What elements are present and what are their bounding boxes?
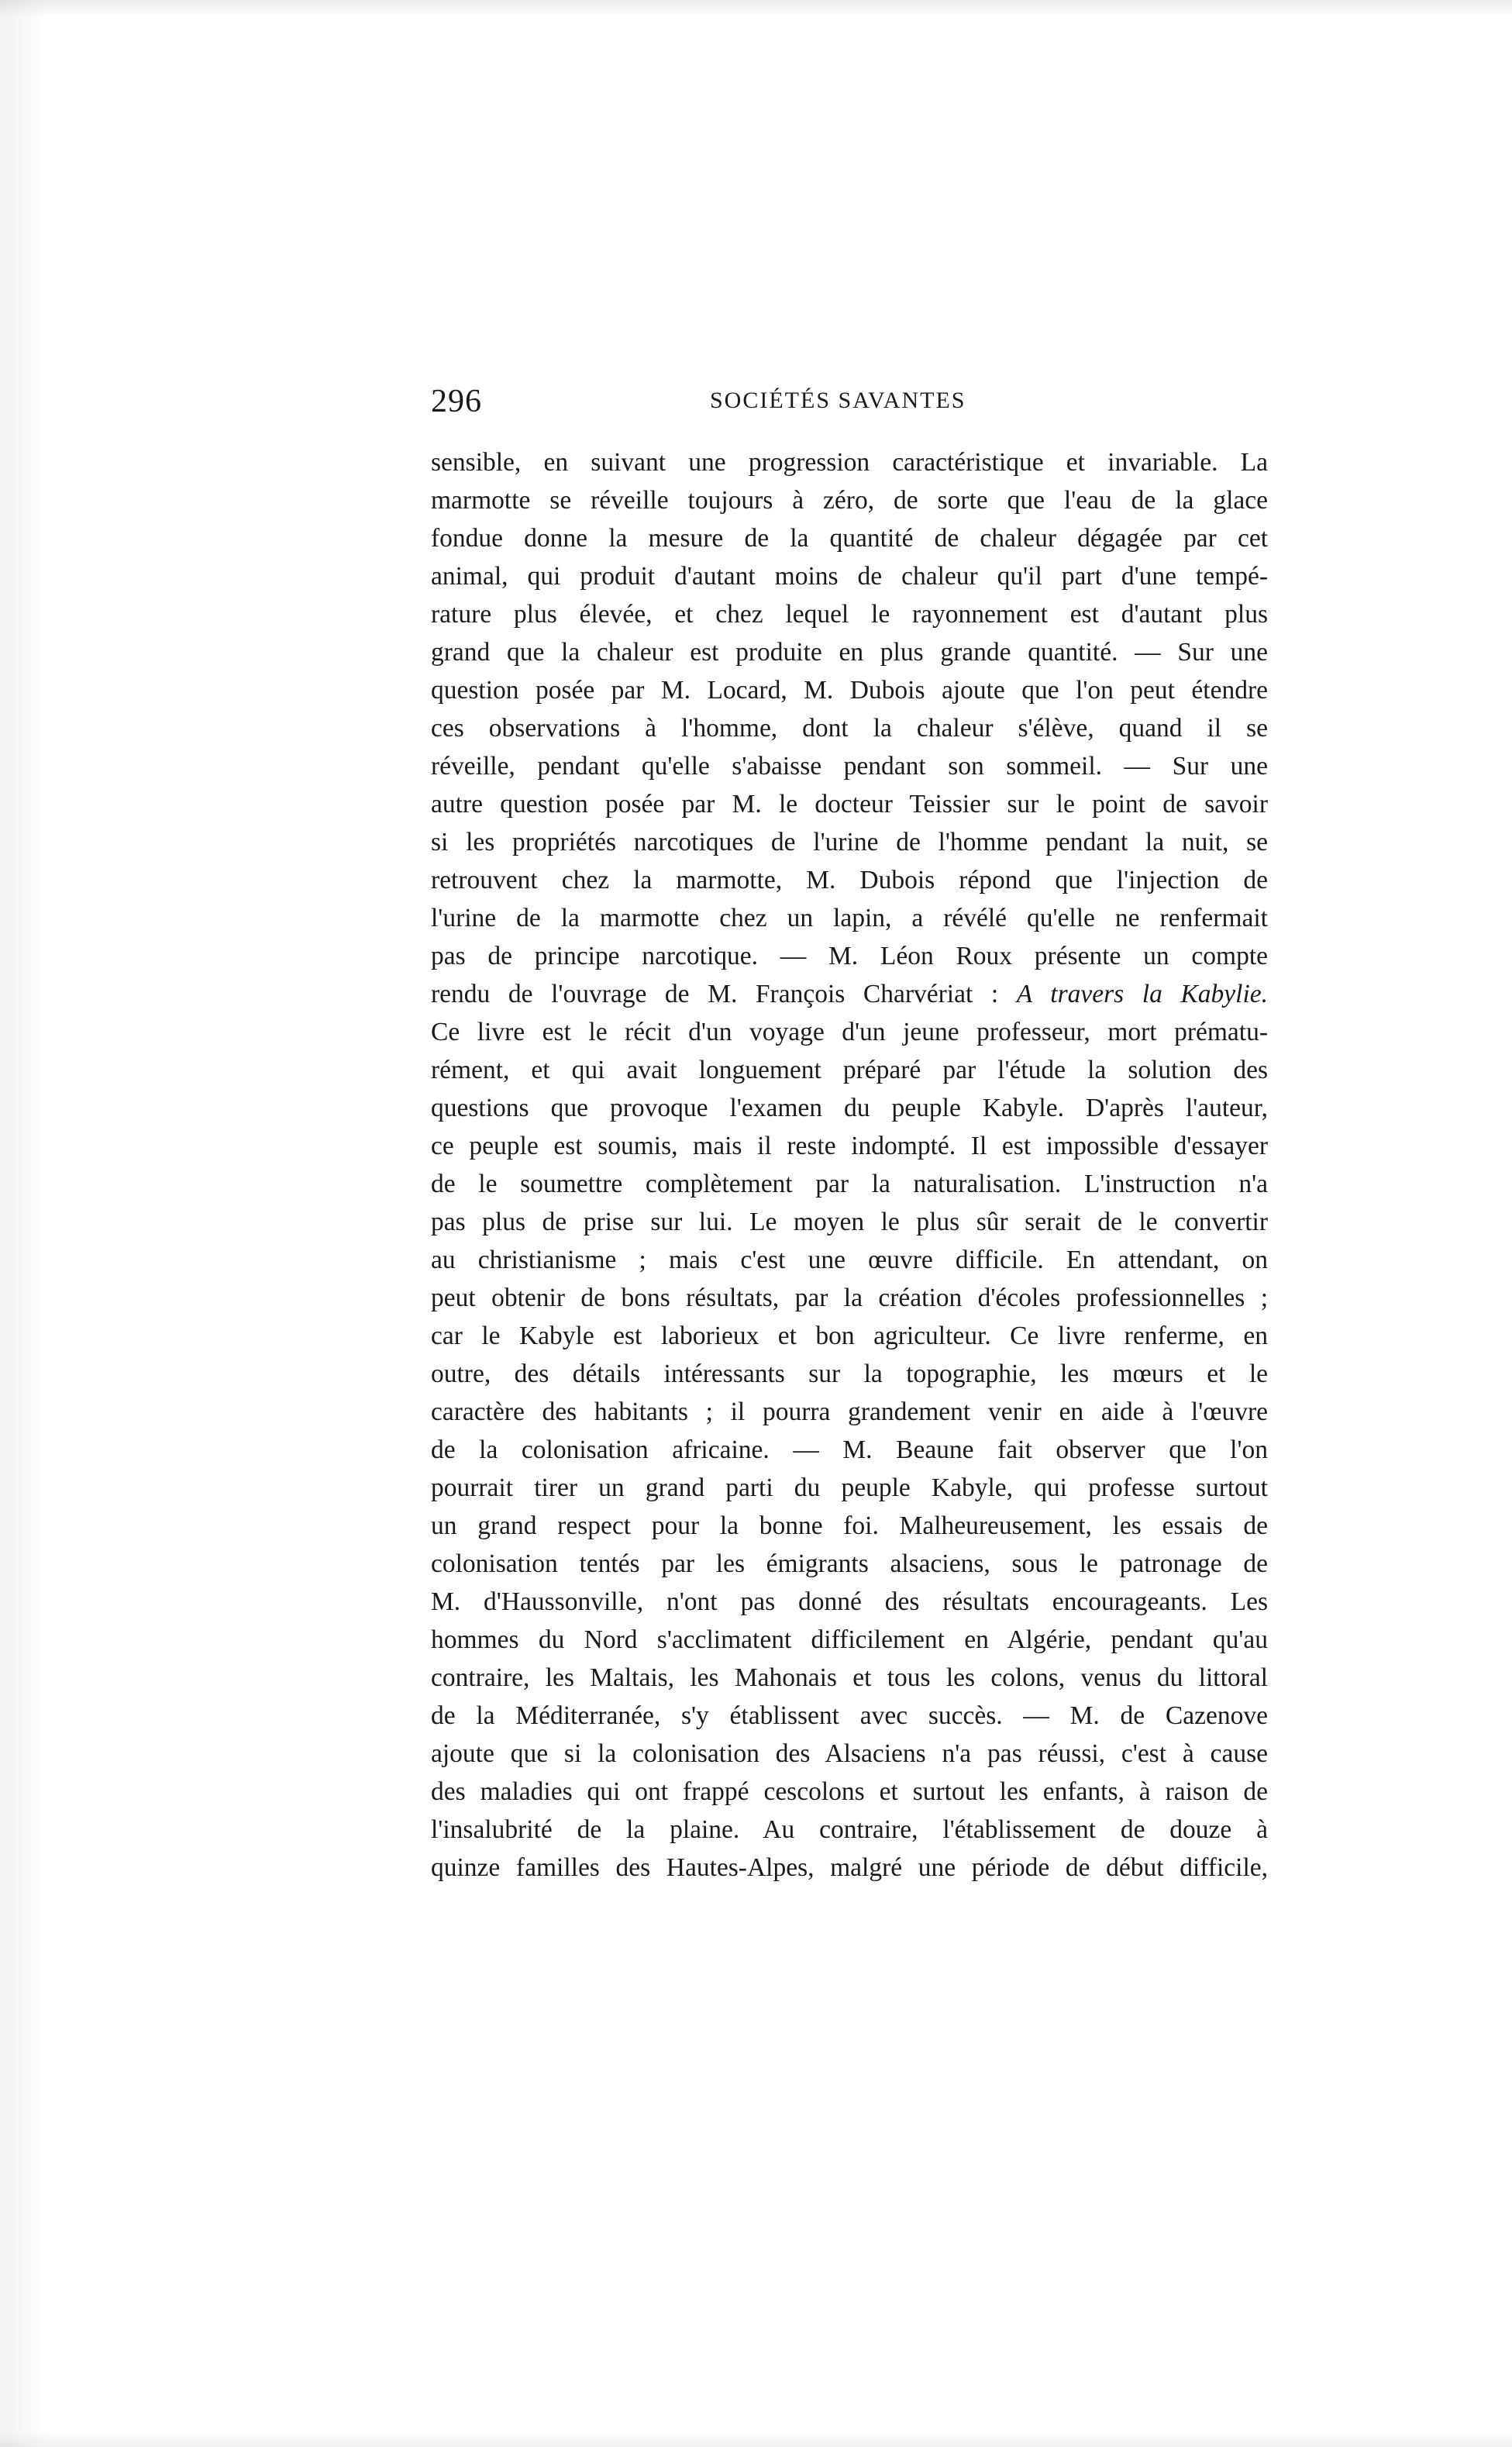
text-line: outre, des détails intéressants sur la topographie, les mœurs et le xyxy=(431,1360,1268,1388)
text-line-with-title xyxy=(431,975,1268,1013)
running-head: SOCIÉTÉS SAVANTES xyxy=(710,388,966,413)
text-line: l'urine de la marmotte chez un lapin, a révélé qu'elle ne renfermait xyxy=(431,904,1268,932)
text-line: réveille, pendant qu'elle s'abaisse pendant son sommeil. — Sur une xyxy=(431,752,1268,781)
text-line: ces observations à l'homme, dont la chaleur s'élève, quand il se xyxy=(431,714,1268,743)
text-line: contraire, les Maltais, les Mahonais et tous les colons, venus du littoral xyxy=(431,1663,1268,1692)
text-line: pas de principe narcotique. — M. Léon Roux présente un compte xyxy=(431,942,1268,970)
text-line: question posée par M. Locard, M. Dubois ajoute que l'on peut étendre xyxy=(431,676,1268,705)
text-line: questions que provoque l'examen du peuple Kabyle. D'après l'auteur, xyxy=(431,1094,1268,1122)
text-line: peut obtenir de bons résultats, par la création d'écoles professionnelles ; xyxy=(431,1284,1268,1312)
text-line: sensible, en suivant une progression caractéristique et invariable. La xyxy=(431,448,1268,477)
text-line: caractère des habitants ; il pourra grandement venir en aide à l'œuvre xyxy=(431,1398,1268,1426)
text-line: marmotte se réveille toujours à zéro, de sorte que l'eau de la glace xyxy=(431,486,1268,515)
text-line: quinze familles des Hautes-Alpes, malgré une période de début difficile, xyxy=(431,1853,1268,1882)
text-line: car le Kabyle est laborieux et bon agriculteur. Ce livre renferme, en xyxy=(431,1322,1268,1350)
text-line: ce peuple est soumis, mais il reste indompté. Il est impossible d'essayer xyxy=(431,1132,1268,1160)
body-text xyxy=(431,443,1268,1887)
text-line: retrouvent chez la marmotte, M. Dubois répond que l'injection de xyxy=(431,866,1268,894)
text-line: au christianisme ; mais c'est une œuvre difficile. En attendant, on xyxy=(431,1246,1268,1274)
text-line: rature plus élevée, et chez lequel le rayonnement est d'autant plus xyxy=(431,600,1268,629)
text-line: autre question posée par M. le docteur Teissier sur le point de savoir xyxy=(431,790,1268,819)
text-line: hommes du Nord s'acclimatent difficilement en Algérie, pendant qu'au xyxy=(431,1625,1268,1654)
text-line: de le soumettre complètement par la naturalisation. L'instruction n'a xyxy=(431,1170,1268,1198)
text-line: des maladies qui ont frappé cescolons et surtout les enfants, à raison de xyxy=(431,1777,1268,1806)
text-line: pas plus de prise sur lui. Le moyen le plus sûr serait de le convertir xyxy=(431,1208,1268,1236)
scan-top-shadow xyxy=(0,0,1512,17)
text-line: fondue donne la mesure de la quantité de chaleur dégagée par cet xyxy=(431,524,1268,553)
page-number: 296 xyxy=(431,384,482,419)
text-fragment: rendu de l'ouvrage de M. François Charvériat : xyxy=(431,980,1017,1008)
text-line: si les propriétés narcotiques de l'urine de l'homme pendant la nuit, se xyxy=(431,828,1268,856)
book-title: A travers la Kabylie. xyxy=(1016,980,1268,1008)
scan-edge-shadow xyxy=(0,0,46,2447)
text-line: Ce livre est le récit d'un voyage d'un jeune professeur, mort prématu- xyxy=(431,1018,1268,1046)
text-line: ajoute que si la colonisation des Alsaciens n'a pas réussi, c'est à cause xyxy=(431,1739,1268,1768)
text-line: colonisation tentés par les émigrants alsaciens, sous le patronage de xyxy=(431,1549,1268,1578)
page-header xyxy=(431,383,1268,429)
text-line: l'insalubrité de la plaine. Au contraire, l'établissement de douze à xyxy=(431,1815,1268,1844)
scan-bottom-shadow xyxy=(0,2431,1512,2447)
text-line: un grand respect pour la bonne foi. Malheureusement, les essais de xyxy=(431,1511,1268,1540)
text-line: M. d'Haussonville, n'ont pas donné des résultats encourageants. Les xyxy=(431,1587,1268,1616)
text-line: de la Méditerranée, s'y établissent avec succès. — M. de Cazenove xyxy=(431,1701,1268,1730)
text-line: rément, et qui avait longuement préparé par l'étude la solution des xyxy=(431,1056,1268,1084)
text-line: animal, qui produit d'autant moins de chaleur qu'il part d'une tempé- xyxy=(431,562,1268,591)
text-line: grand que la chaleur est produite en plus grande quantité. — Sur une xyxy=(431,638,1268,667)
text-line: pourrait tirer un grand parti du peuple Kabyle, qui professe surtout xyxy=(431,1473,1268,1502)
text-line: de la colonisation africaine. — M. Beaune fait observer que l'on xyxy=(431,1435,1268,1464)
